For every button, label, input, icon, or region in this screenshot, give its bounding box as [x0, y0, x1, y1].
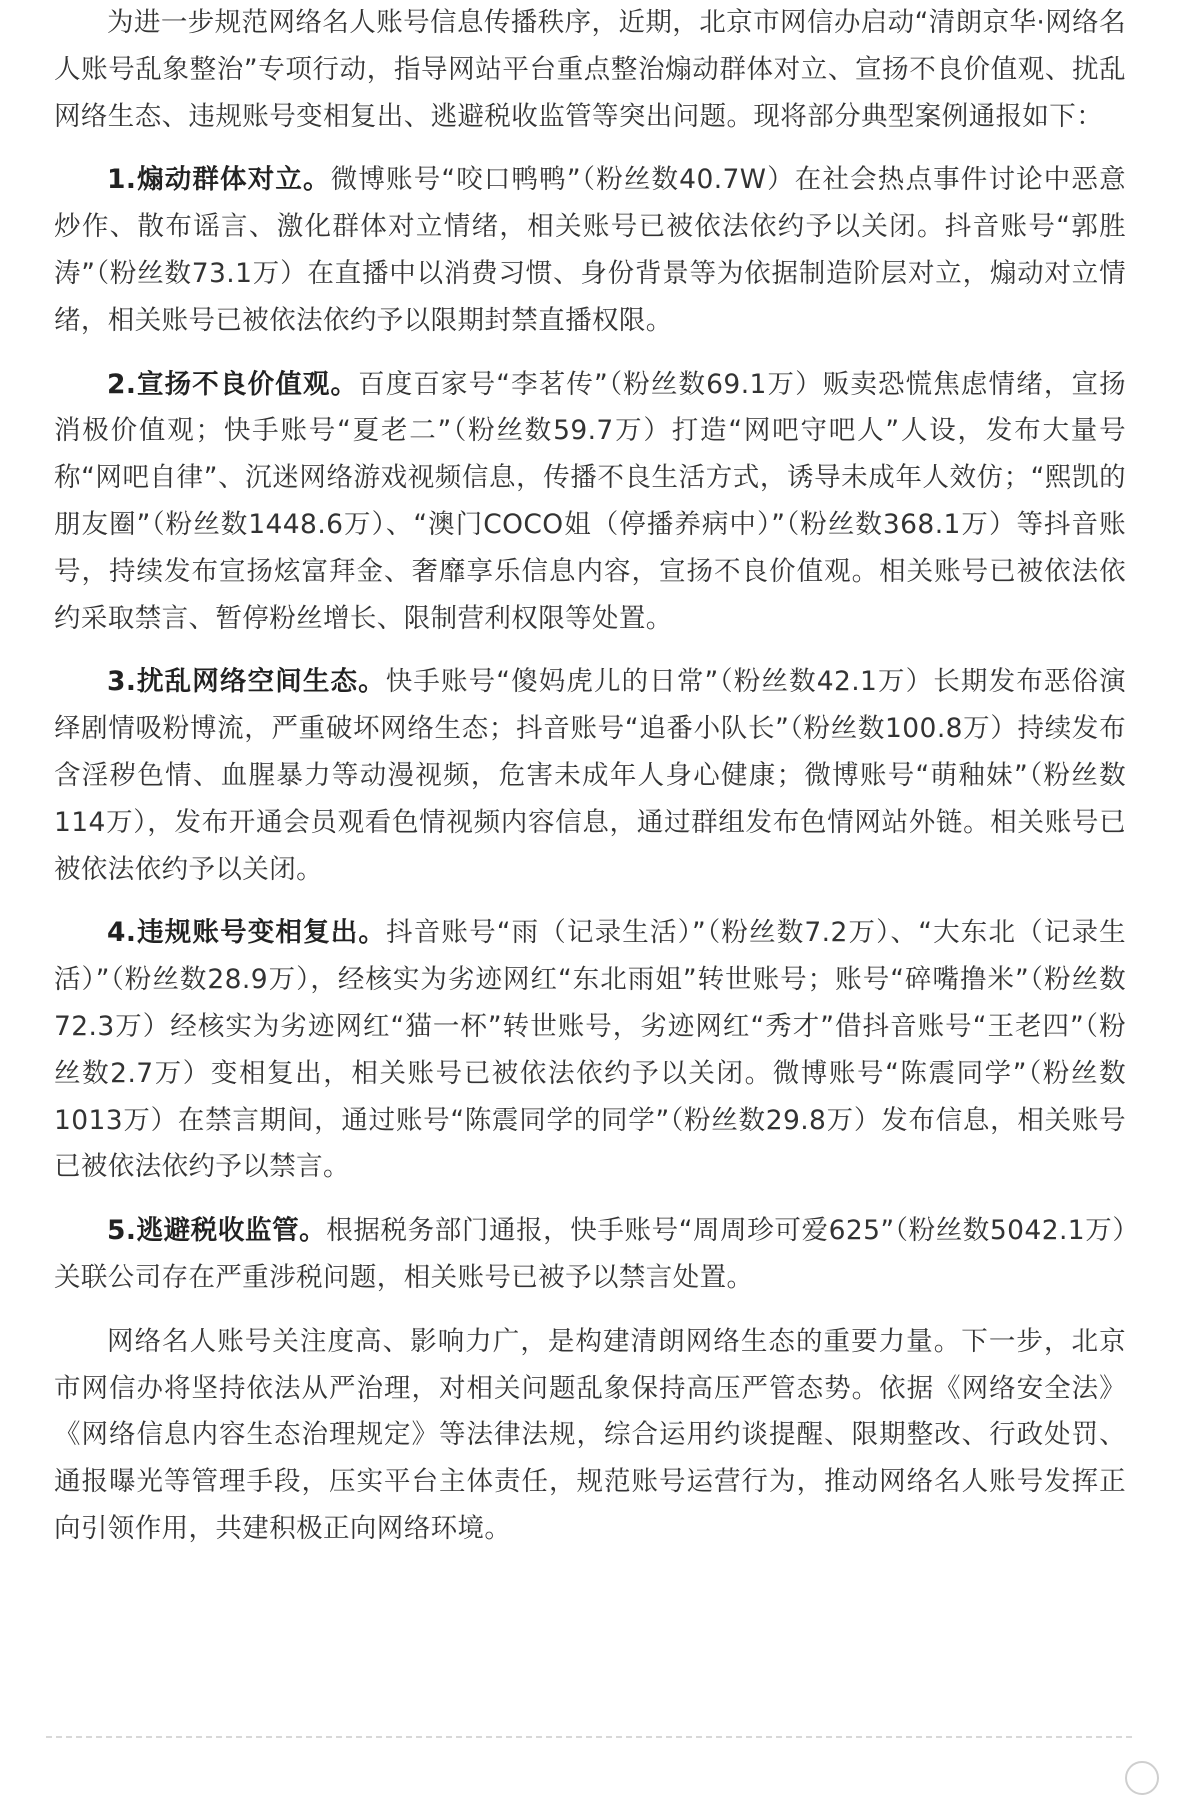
- case-paragraph-2: [54, 362, 1126, 643]
- case-title-5: 5.逃避税收监管。: [107, 1215, 327, 1247]
- case-paragraph-4: [54, 910, 1126, 1191]
- intro-paragraph: 为进一步规范网络名人账号信息传播秩序，近期，北京市网信办启动“清朗京华·网络名人账号乱象整治”专项行动，指导网站平台重点整治煽动群体对立、宣扬不良价值观、扰乱网络生态、违规账号变相复出、逃避税收监管等突出问题。现将部分典型案例通报如下：: [54, 7, 1126, 132]
- case-body-5: 根据税务部门通报，快手账号“周周珍可爱625”（粉丝数5042.1万）关联公司存在严重涉税问题，相关账号已被予以禁言处置。: [54, 1215, 1127, 1293]
- watermark: [1125, 1761, 1165, 1795]
- dashed-divider: [46, 1736, 1132, 1738]
- case-paragraph-1: [54, 157, 1126, 344]
- case-body-1: 微博账号“咬口鸭鸭”（粉丝数40.7W）在社会热点事件讨论中恶意炒作、散布谣言、激化群体对立情绪，相关账号已被依法依约予以关闭。抖音账号“郭胜涛”（粉丝数73.1万）在直播中以消费习惯、身份背景等为依据制造阶层对立，煽动对立情绪，相关账号已被依法依约予以限期封禁直播权限。: [54, 164, 1126, 336]
- article-body: [54, 0, 1126, 1570]
- watermark-logo-icon: [1125, 1761, 1159, 1795]
- case-paragraph-3: [54, 659, 1126, 893]
- case-title-1: 1.煽动群体对立。: [107, 164, 331, 196]
- case-title-3: 3.扰乱网络空间生态。: [107, 666, 386, 698]
- case-paragraph-5: [54, 1208, 1126, 1302]
- case-body-2: 百度百家号“李茗传”（粉丝数69.1万）贩卖恐慌焦虑情绪，宣扬消极价值观；快手账号“夏老二”（粉丝数59.7万）打造“网吧守吧人”人设，发布大量号称“网吧自律”、沉迷网络游戏视频信息，传播不良生活方式，诱导未成年人效仿；“熙凯的朋友圈”（粉丝数1448.6万）、“澳门COCO姐（停播养病中）”（粉丝数368.1万）等抖音账号，持续发布宣扬炫富拜金、奢靡享乐信息内容，宣扬不良价值观。相关账号已被依法依约采取禁言、暂停粉丝增长、限制营利权限等处置。: [54, 368, 1126, 634]
- case-body-4: 抖音账号“雨（记录生活）”（粉丝数7.2万）、“大东北（记录生活）”（粉丝数28.9万），经核实为劣迹网红“东北雨姐”转世账号；账号“碎嘴撸米”（粉丝数72.3万）经核实为劣迹网红“猫一杯”转世账号，劣迹网红“秀才”借抖音账号“王老四”（粉丝数2.7万）变相复出，相关账号已被依法依约予以关闭。微博账号“陈震同学”（粉丝数1013万）在禁言期间，通过账号“陈震同学的同学”（粉丝数29.8万）发布信息，相关账号已被依法依约予以禁言。: [54, 917, 1127, 1183]
- case-title-2: 2.宣扬不良价值观。: [107, 368, 359, 400]
- closing-paragraph: 网络名人账号关注度高、影响力广，是构建清朗网络生态的重要力量。下一步，北京市网信办将坚持依法从严治理，对相关问题乱象保持高压严管态势。依据《网络安全法》《网络信息内容生态治理规定》等法律法规，综合运用约谈提醒、限期整改、行政处罚、通报曝光等管理手段，压实平台主体责任，规范账号运营行为，推动网络名人账号发挥正向引领作用，共建积极正向网络环境。: [54, 1325, 1126, 1544]
- case-body-3: 快手账号“傻妈虎儿的日常”（粉丝数42.1万）长期发布恶俗演绎剧情吸粉博流，严重破坏网络生态；抖音账号“追番小队长”（粉丝数100.8万）持续发布含淫秽色情、血腥暴力等动漫视频，危害未成年人身心健康；微博账号“萌釉妹”（粉丝数114万），发布开通会员观看色情视频内容信息，通过群组发布色情网站外链。相关账号已被依法依约予以关闭。: [54, 666, 1126, 885]
- case-title-4: 4.违规账号变相复出。: [107, 917, 387, 949]
